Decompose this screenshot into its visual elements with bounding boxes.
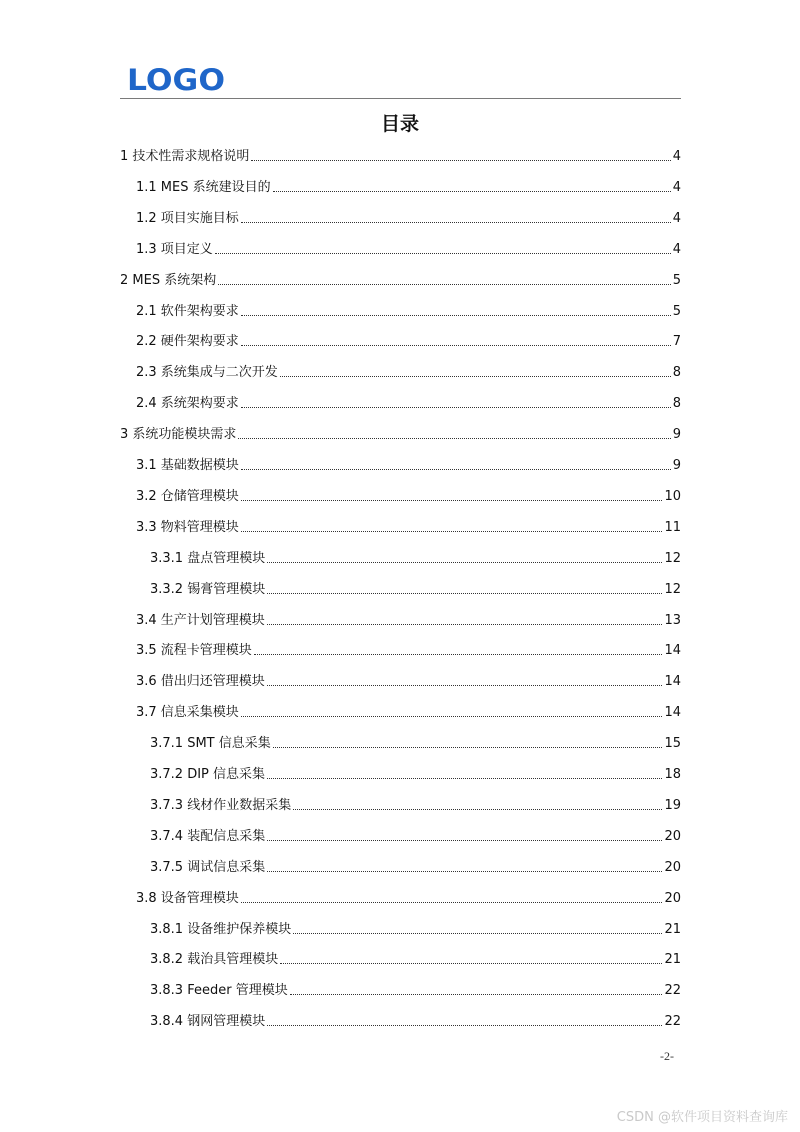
toc-dot-leader <box>267 684 663 686</box>
toc-entry[interactable] <box>136 208 681 228</box>
toc-dot-leader <box>273 190 671 192</box>
toc-entry[interactable] <box>136 702 681 722</box>
toc-entry[interactable] <box>120 424 681 444</box>
toc-entry-page: 4 <box>672 179 681 195</box>
toc-entry-label: 3.2 仓储管理模块 <box>136 488 239 504</box>
toc-entry-page: 9 <box>672 427 681 443</box>
toc-entry-label: 2.2 硬件架构要求 <box>136 334 239 350</box>
toc-entry-label: 3.3.2 锡膏管理模块 <box>150 581 266 597</box>
toc-dot-leader <box>280 375 671 377</box>
toc-entry[interactable] <box>150 857 681 877</box>
toc-entry-page: 19 <box>664 797 681 813</box>
toc-entry-label: 3.7.3 线材作业数据采集 <box>150 797 292 813</box>
toc-dot-leader <box>293 808 662 810</box>
toc-dot-leader <box>290 993 663 995</box>
toc-entry[interactable] <box>120 146 681 166</box>
toc-entry-page: 13 <box>664 612 681 628</box>
toc-entry-label: 3.8.3 Feeder 管理模块 <box>150 983 288 999</box>
toc-entry[interactable] <box>136 362 681 382</box>
toc-entry-label: 3.3 物料管理模块 <box>136 519 239 535</box>
toc-entry-label: 2.1 软件架构要求 <box>136 303 239 319</box>
toc-entry-label: 3.7.5 调试信息采集 <box>150 859 266 875</box>
toc-entry[interactable] <box>150 579 681 599</box>
toc-entry-label: 3.1 基础数据模块 <box>136 458 239 473</box>
toc-entry[interactable] <box>150 548 681 568</box>
page-title: 目录 <box>380 113 419 135</box>
toc-entry-label: 3.8 设备管理模块 <box>136 890 239 906</box>
toc-entry-page: 15 <box>664 736 681 752</box>
toc-entry-page: 12 <box>664 581 681 597</box>
toc-dot-leader <box>267 592 662 594</box>
toc-entry-page: 21 <box>664 952 681 968</box>
toc-entry[interactable] <box>150 1011 681 1031</box>
toc-dot-leader <box>254 653 663 655</box>
toc-entry-page: 22 <box>664 983 681 999</box>
toc-entry[interactable] <box>136 640 681 660</box>
toc-dot-leader <box>241 314 671 316</box>
toc-entry-label: 3.8.4 钢网管理模块 <box>150 1014 266 1030</box>
toc-entry-label: 1 技术性需求规格说明 <box>120 149 250 164</box>
toc-entry[interactable] <box>136 393 681 413</box>
toc-entry-page: 14 <box>664 705 681 721</box>
toc-entry[interactable] <box>150 826 681 846</box>
toc-entry[interactable] <box>150 733 681 753</box>
toc-entry-page: 5 <box>672 303 681 319</box>
toc-dot-leader <box>267 777 662 779</box>
toc-entry-page: 14 <box>664 643 681 659</box>
toc-entry-page: 18 <box>664 767 681 782</box>
toc-dot-leader <box>238 437 670 439</box>
toc-dot-leader <box>280 962 662 964</box>
toc-entry-page: 7 <box>672 334 681 350</box>
toc-entry-label: 3.8.1 设备维护保养模块 <box>150 921 292 937</box>
toc-entry-page: 20 <box>664 828 681 844</box>
toc-entry-label: 3.7 信息采集模块 <box>136 705 239 721</box>
toc-dot-leader <box>215 252 671 254</box>
toc-entry[interactable] <box>150 919 681 939</box>
toc-entry-page: 14 <box>664 674 681 690</box>
toc-entry-label: 3.7.1 SMT 信息采集 <box>150 736 271 752</box>
toc-entry-page: 22 <box>664 1014 681 1030</box>
toc-entry[interactable] <box>150 764 681 784</box>
toc-entry-label: 1.3 项目定义 <box>136 241 213 257</box>
toc-entry[interactable] <box>136 671 681 691</box>
toc-entry-label: 3.6 借出归还管理模块 <box>136 674 265 690</box>
toc-entry[interactable] <box>136 239 681 259</box>
toc-entry-label: 2.4 系统架构要求 <box>136 396 239 412</box>
toc-dot-leader <box>267 623 663 625</box>
toc-entry-label: 3 系统功能模块需求 <box>120 427 237 443</box>
toc-entry[interactable] <box>136 331 681 351</box>
toc-entry-page: 9 <box>672 458 681 473</box>
toc-entry-page: 20 <box>664 859 681 875</box>
toc-entry[interactable] <box>136 301 681 321</box>
toc-dot-leader <box>267 839 662 841</box>
toc-dot-leader <box>267 870 662 872</box>
toc-entry-page: 20 <box>664 890 681 906</box>
toc-entry-label: 3.8.2 载治具管理模块 <box>150 952 279 968</box>
toc-entry-label: 1.1 MES 系统建设目的 <box>136 179 271 195</box>
toc-dot-leader <box>251 159 670 161</box>
toc-entry-label: 3.3.1 盘点管理模块 <box>150 550 266 566</box>
toc-entry[interactable] <box>150 949 681 969</box>
toc-dot-leader <box>218 283 671 285</box>
toc-dot-leader <box>267 1024 662 1026</box>
toc-entry-page: 11 <box>664 519 681 535</box>
page-number: -2- <box>660 1049 674 1063</box>
toc-entry[interactable] <box>136 455 681 475</box>
toc-entry[interactable] <box>136 517 681 537</box>
toc-entry-label: 3.7.4 装配信息采集 <box>150 828 266 844</box>
toc-entry-label: 2 MES 系统架构 <box>120 272 217 288</box>
toc-dot-leader <box>273 746 663 748</box>
toc-entry-page: 8 <box>672 365 681 381</box>
toc-entry[interactable] <box>136 610 681 630</box>
toc-dot-leader <box>241 344 671 346</box>
toc-entry-page: 10 <box>664 488 681 504</box>
toc-entry[interactable] <box>136 486 681 506</box>
toc-entry-page: 21 <box>664 921 681 937</box>
logo-text: LOGO <box>127 64 225 94</box>
toc-entry[interactable] <box>120 270 681 290</box>
toc-dot-leader <box>241 530 663 532</box>
toc-dot-leader <box>241 468 671 470</box>
toc-entry-label: 1.2 项目实施目标 <box>136 210 239 226</box>
toc-entry-page: 4 <box>672 241 681 257</box>
toc-entry-label: 3.7.2 DIP 信息采集 <box>150 767 266 782</box>
toc-dot-leader <box>241 901 663 903</box>
toc-entry-page: 12 <box>664 550 681 566</box>
toc-dot-leader <box>241 499 663 501</box>
toc-entry-label: 3.5 流程卡管理模块 <box>136 643 252 659</box>
toc-entry[interactable] <box>150 795 681 815</box>
toc-entry[interactable] <box>136 177 681 197</box>
toc-dot-leader <box>241 406 671 408</box>
toc-entry[interactable] <box>136 888 681 908</box>
toc-entry-page: 4 <box>672 149 681 164</box>
toc-dot-leader <box>241 221 671 223</box>
watermark: CSDN @软件项目资料查询库 <box>616 1110 788 1125</box>
toc-entry-label: 3.4 生产计划管理模块 <box>136 612 265 628</box>
toc-entry-page: 5 <box>672 272 681 288</box>
toc-dot-leader <box>241 715 663 717</box>
toc-dot-leader <box>293 932 662 934</box>
toc-entry-page: 4 <box>672 210 681 226</box>
toc-entry[interactable] <box>150 980 681 1000</box>
toc-entry-page: 8 <box>672 396 681 412</box>
toc-entry-label: 2.3 系统集成与二次开发 <box>136 365 278 381</box>
toc-dot-leader <box>267 561 662 563</box>
